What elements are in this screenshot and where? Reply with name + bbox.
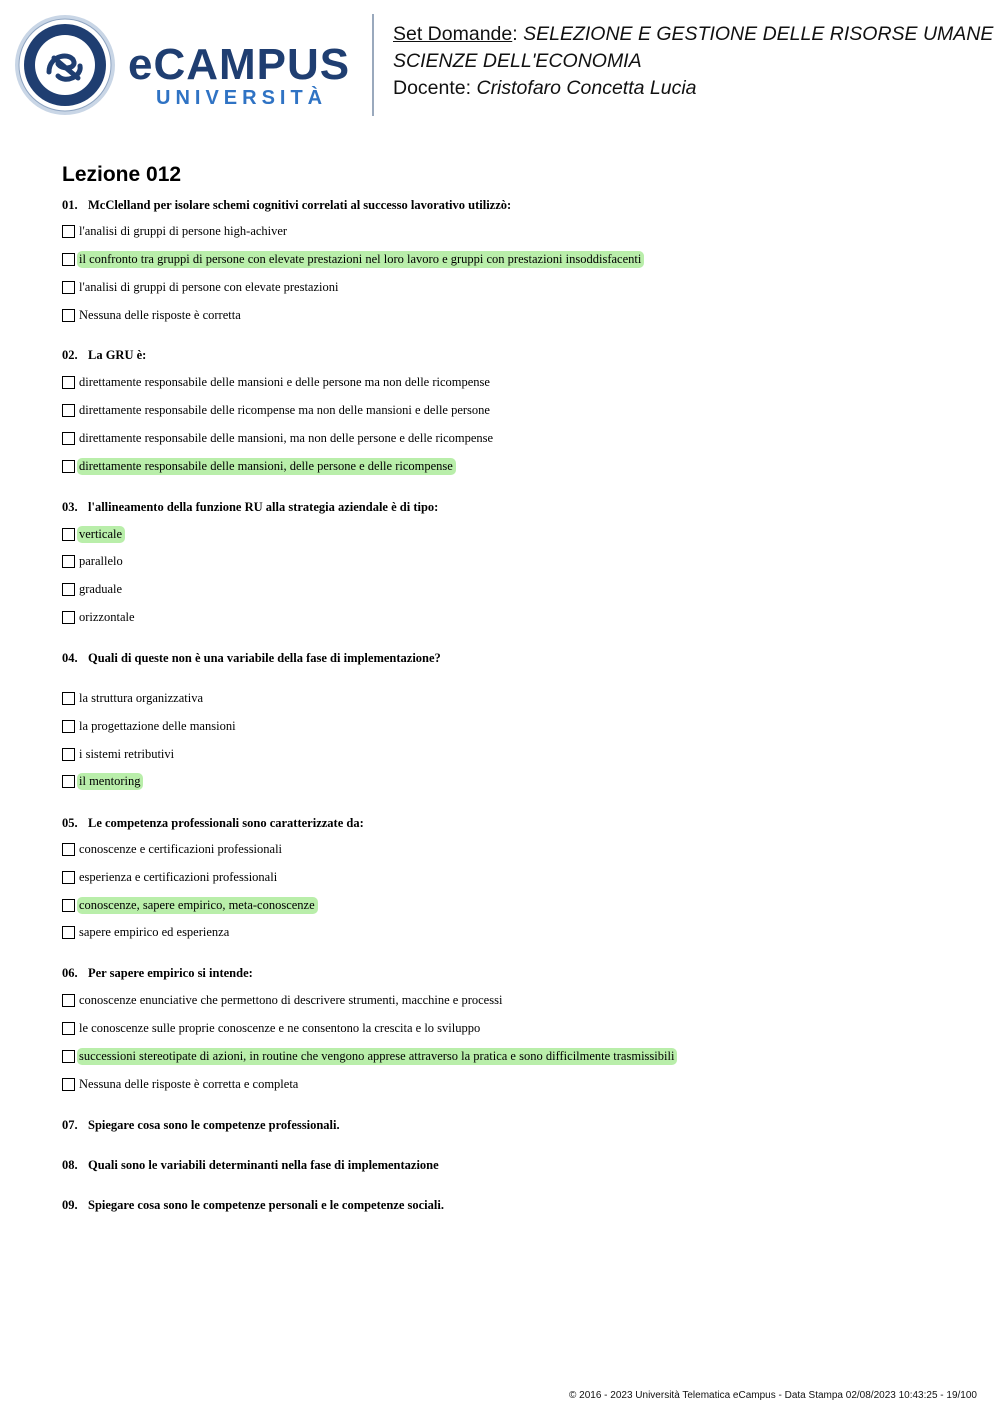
- page-footer: © 2016 - 2023 Università Telematica eCampus - Data Stampa 02/08/2023 10:43:25 - 19/100: [569, 1390, 977, 1401]
- checkbox[interactable]: [62, 899, 75, 912]
- question-01: 01. McClelland per isolare schemi cognitivi correlati al successo lavorativo utilizzò:: [62, 198, 512, 212]
- option-text: direttamente responsabile delle mansioni e delle persone ma non delle ricompense: [79, 374, 490, 389]
- question-08: 08. Quali sono le variabili determinanti nella fase di implementazione: [62, 1158, 439, 1172]
- course-title: SELEZIONE E GESTIONE DELLE RISORSE UMANE: [523, 23, 994, 45]
- option-text: graduale: [79, 581, 123, 596]
- option-text: orizzontale: [79, 609, 135, 624]
- question-05: 05. Le competenza professionali sono caratterizzate da:: [62, 816, 364, 830]
- option-05-b[interactable]: [62, 868, 280, 886]
- teacher-line: [393, 75, 993, 102]
- faculty-line: [393, 48, 993, 75]
- question-03: 03. l'allineamento della funzione RU alla strategia aziendale è di tipo:: [62, 500, 439, 514]
- option-03-a-correct[interactable]: [62, 525, 125, 543]
- question-06: 06. Per sapere empirico si intende:: [62, 966, 253, 980]
- option-text: conoscenze e certificazioni professionali: [79, 841, 283, 856]
- option-text: direttamente responsabile delle ricompense ma non delle mansioni e delle persone: [79, 402, 490, 417]
- option-text: verticale: [77, 526, 125, 543]
- lesson-title: Lezione 012: [62, 163, 182, 186]
- option-01-d[interactable]: [62, 306, 244, 324]
- option-02-d-correct[interactable]: [62, 457, 456, 475]
- option-05-c-correct[interactable]: [62, 896, 318, 914]
- option-05-a[interactable]: [62, 840, 285, 858]
- checkbox[interactable]: [62, 748, 75, 761]
- option-03-d[interactable]: [62, 608, 138, 626]
- checkbox[interactable]: [62, 281, 75, 294]
- option-01-a[interactable]: [62, 222, 290, 240]
- option-text: direttamente responsabile delle mansioni, ma non delle persone e delle ricompense: [79, 430, 494, 445]
- checkbox[interactable]: [62, 994, 75, 1007]
- option-06-b[interactable]: [62, 1019, 483, 1037]
- checkbox[interactable]: [62, 460, 75, 473]
- checkbox[interactable]: [62, 1078, 75, 1091]
- option-text: conoscenze enunciative che permettono di descrivere strumenti, macchine e processi: [79, 992, 503, 1007]
- option-text: la progettazione delle mansioni: [79, 718, 236, 733]
- option-04-d-correct[interactable]: [62, 772, 143, 790]
- option-03-b[interactable]: [62, 552, 126, 570]
- option-04-a[interactable]: [62, 689, 206, 707]
- checkbox[interactable]: [62, 253, 75, 266]
- question-07: 07. Spiegare cosa sono le competenze professionali.: [62, 1118, 340, 1132]
- set-label: Set Domande: [393, 23, 513, 45]
- page-header: [0, 0, 1000, 130]
- option-04-c[interactable]: [62, 745, 177, 763]
- option-01-b-correct[interactable]: [62, 250, 644, 268]
- option-text: l'analisi di gruppi di persone con elevate prestazioni: [79, 279, 339, 294]
- option-06-a[interactable]: [62, 991, 505, 1009]
- option-text: successioni stereotipate di azioni, in routine che vengono apprese attraverso la pratica e sono difficilmente trasmissibili: [77, 1048, 677, 1065]
- question-02: 02. La GRU è:: [62, 348, 147, 362]
- option-02-a[interactable]: [62, 373, 493, 391]
- checkbox[interactable]: [62, 555, 75, 568]
- option-text: le conoscenze sulle proprie conoscenze e ne consentono la crescita e lo sviluppo: [79, 1020, 481, 1035]
- checkbox[interactable]: [62, 611, 75, 624]
- checkbox[interactable]: [62, 309, 75, 322]
- checkbox[interactable]: [62, 720, 75, 733]
- brand-subtitle: UNIVERSITÀ: [156, 87, 328, 109]
- option-text: Nessuna delle risposte è corretta e completa: [79, 1076, 299, 1091]
- faculty-name: SCIENZE DELL'ECONOMIA: [393, 50, 642, 72]
- option-text: i sistemi retributivi: [79, 746, 175, 761]
- checkbox[interactable]: [62, 583, 75, 596]
- teacher-label: Docente:: [393, 77, 472, 99]
- checkbox[interactable]: [62, 225, 75, 238]
- option-text: parallelo: [79, 553, 123, 568]
- option-text: l'analisi di gruppi di persone high-achiver: [79, 223, 288, 238]
- checkbox[interactable]: [62, 775, 75, 788]
- option-text: il confronto tra gruppi di persone con elevate prestazioni nel loro lavoro e gruppi con prestazioni insoddisfacenti: [77, 251, 644, 268]
- option-03-c[interactable]: [62, 580, 125, 598]
- teacher-name: Cristofaro Concetta Lucia: [476, 77, 697, 99]
- option-text: la struttura organizzativa: [79, 690, 204, 705]
- set-line: Set Domande: SELEZIONE E GESTIONE DELLE RISORSE UMANE: [393, 23, 994, 45]
- option-01-c[interactable]: [62, 278, 341, 296]
- course-info: [393, 21, 993, 102]
- checkbox[interactable]: [62, 1022, 75, 1035]
- option-06-c-correct[interactable]: [62, 1047, 677, 1065]
- option-text: direttamente responsabile delle mansioni, delle persone e delle ricompense: [77, 458, 456, 475]
- checkbox[interactable]: [62, 1050, 75, 1063]
- question-09: 09. Spiegare cosa sono le competenze personali e le competenze sociali.: [62, 1198, 444, 1212]
- brand-logo: [128, 40, 358, 112]
- university-seal-logo: [14, 14, 116, 116]
- checkbox[interactable]: [62, 432, 75, 445]
- option-04-b[interactable]: [62, 717, 239, 735]
- header-divider: [372, 14, 374, 116]
- option-text: sapere empirico ed esperienza: [79, 924, 230, 939]
- option-06-d[interactable]: [62, 1075, 301, 1093]
- brand-name: eCAMPUS: [128, 40, 351, 89]
- checkbox[interactable]: [62, 926, 75, 939]
- checkbox[interactable]: [62, 404, 75, 417]
- option-text: Nessuna delle risposte è corretta: [79, 307, 241, 322]
- checkbox[interactable]: [62, 692, 75, 705]
- option-text: conoscenze, sapere empirico, meta-conoscenze: [77, 897, 318, 914]
- checkbox[interactable]: [62, 871, 75, 884]
- option-02-b[interactable]: [62, 401, 493, 419]
- option-05-d[interactable]: [62, 923, 232, 941]
- option-text: esperienza e certificazioni professionali: [79, 869, 278, 884]
- question-04: 04. Quali di queste non è una variabile della fase di implementazione?: [62, 651, 441, 665]
- option-02-c[interactable]: [62, 429, 496, 447]
- checkbox[interactable]: [62, 528, 75, 541]
- checkbox[interactable]: [62, 376, 75, 389]
- option-text: il mentoring: [77, 773, 143, 790]
- checkbox[interactable]: [62, 843, 75, 856]
